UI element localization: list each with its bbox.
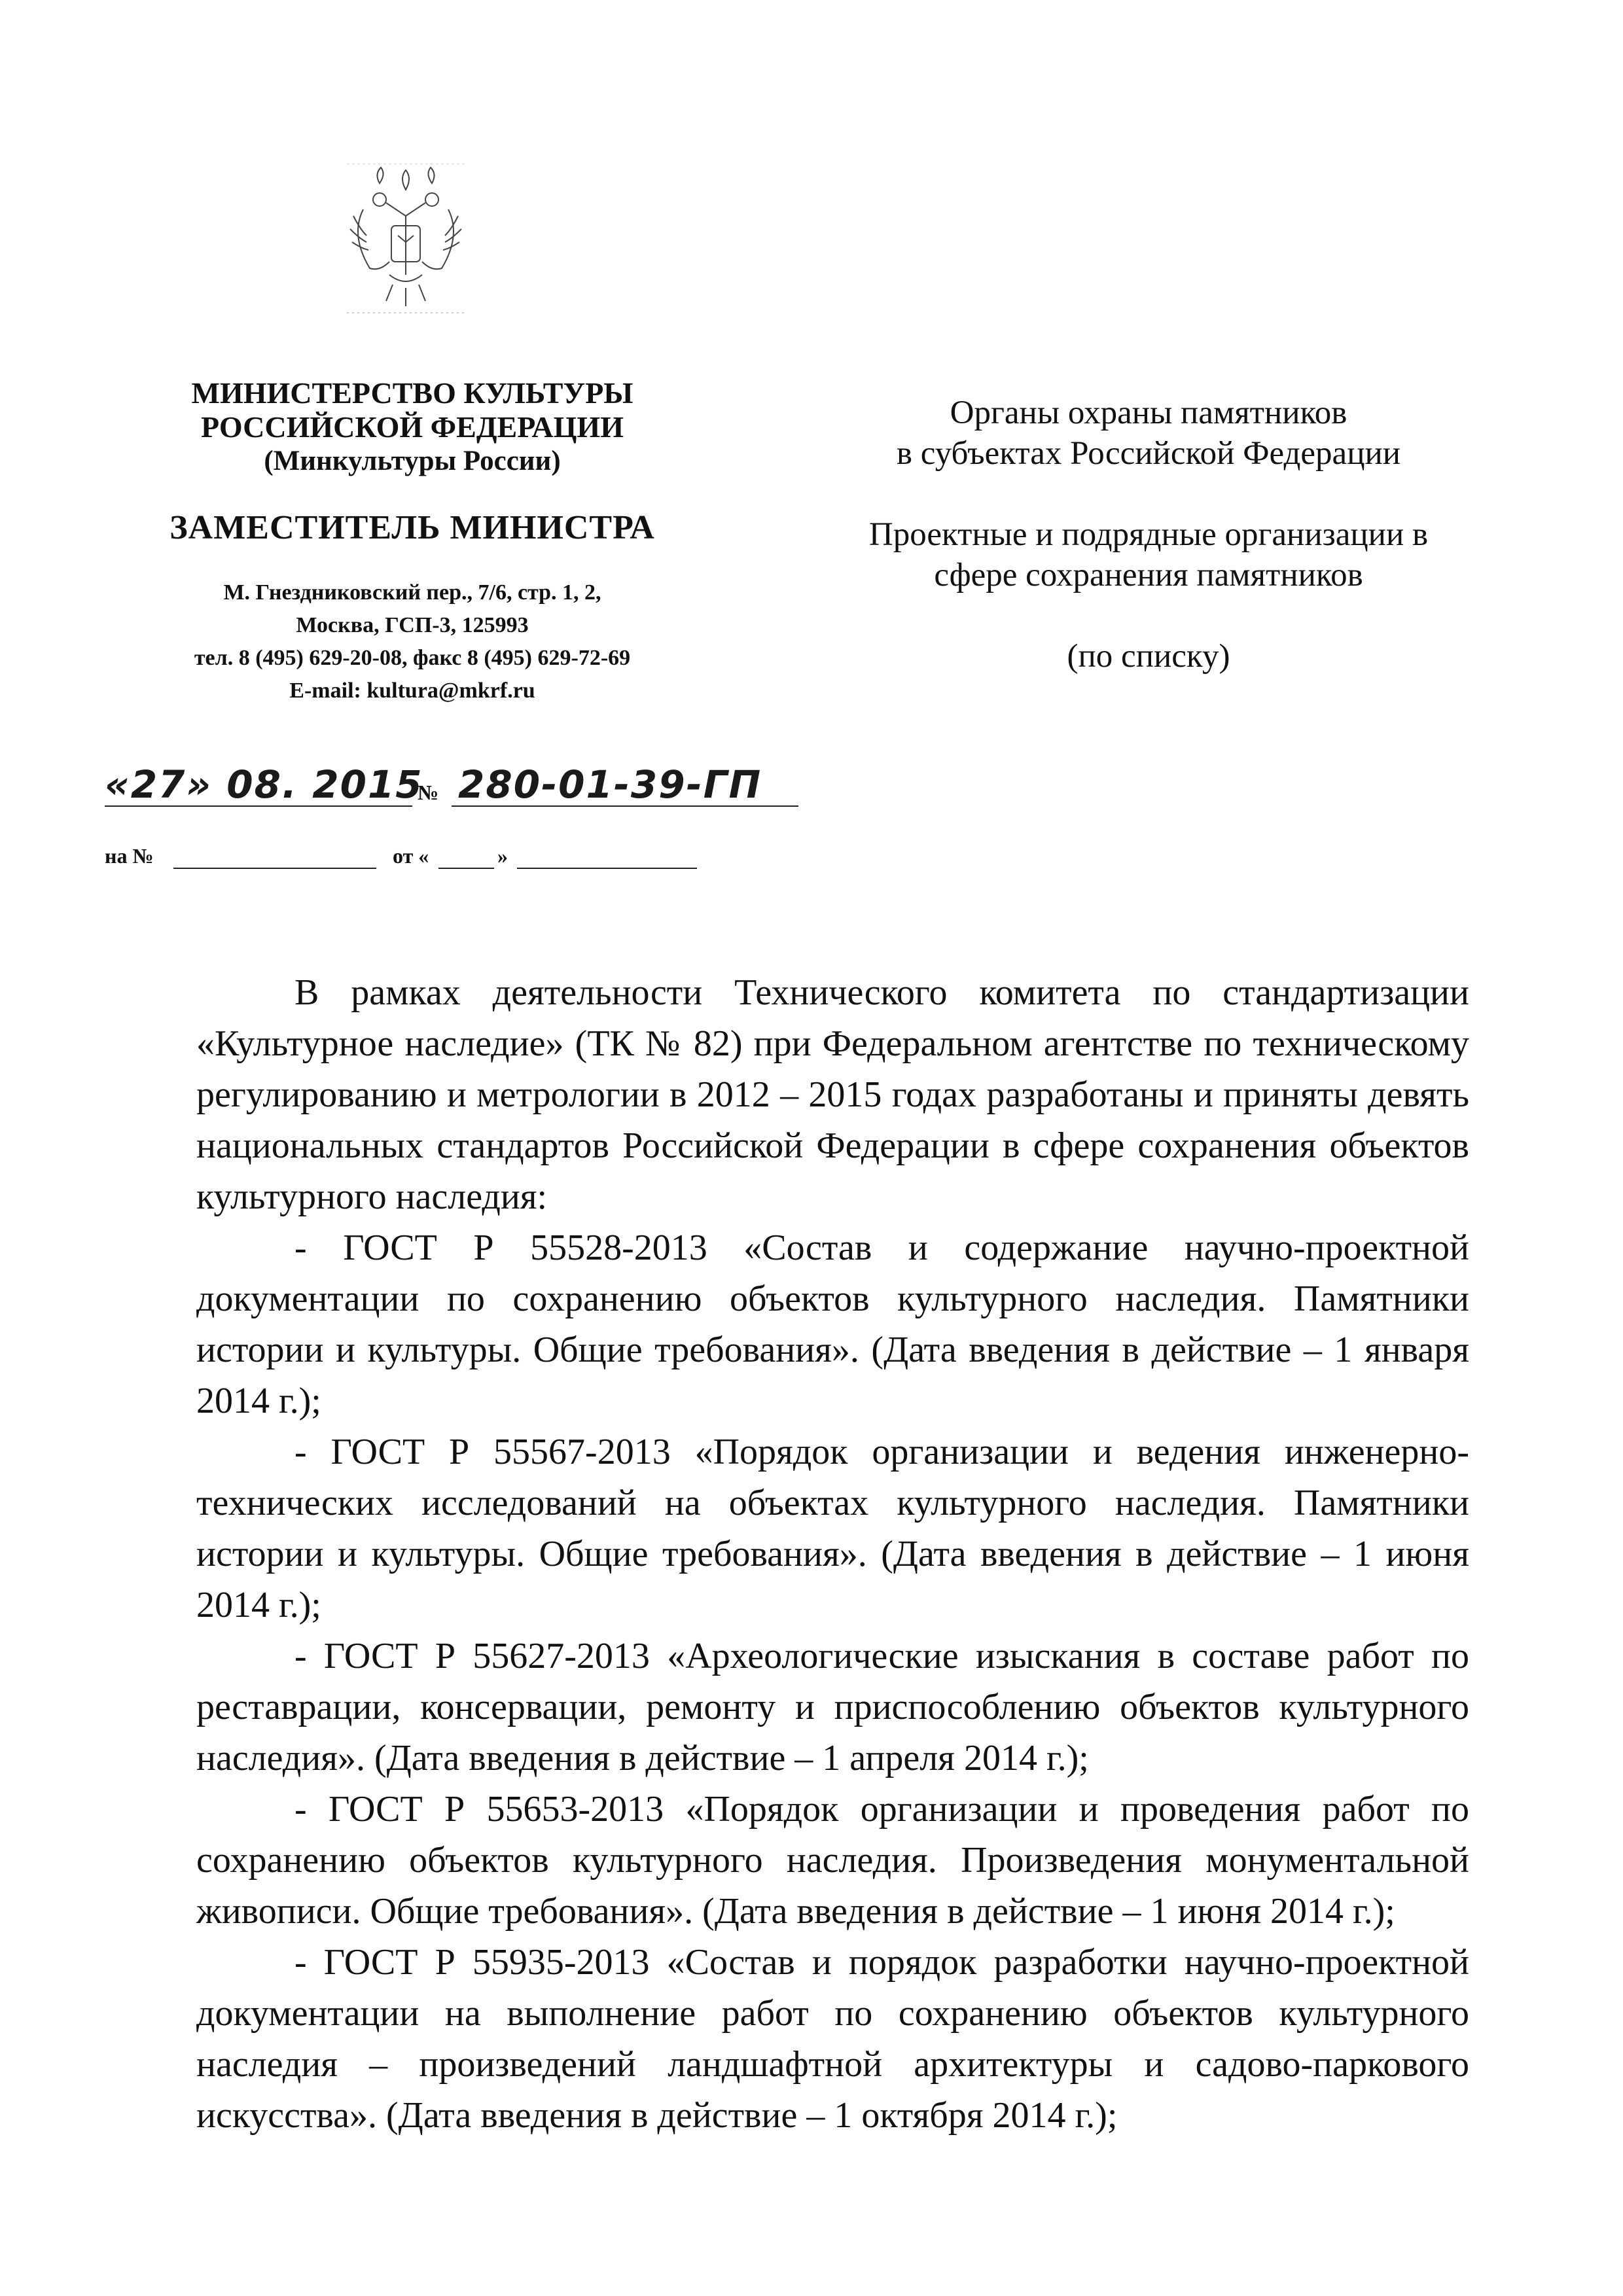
recipient-line3: Проектные и подрядные организации в xyxy=(868,516,1429,553)
recipients-block xyxy=(772,393,1525,677)
ministry-name-line1: МИНИСТЕРСТВО КУЛЬТУРЫ xyxy=(191,376,633,410)
list-item: - ГОСТ Р 55653-2013 «Порядок организации и проведения работ по сохранению объектов культурного наследия. Произведения монументальной живописи. Общие требования». (Дата введения в действие – 1 июня 2014 г.); xyxy=(196,1789,1469,1932)
list-item: - ГОСТ Р 55567-2013 «Порядок организации и ведения инженерно-технических исследований на объектах культурного наследия. Памятники истории и культуры. Общие требования». (Дата введения в действие – 1 июня 2014 г.); xyxy=(196,1432,1469,1625)
registration-line xyxy=(105,762,851,815)
list-item: - ГОСТ Р 55627-2013 «Археологические изыскания в составе работ по реставрации, консервации, ремонту и приспособлению объектов культурного наследия». (Дата введения в действие – 1 апреля 2014 г.); xyxy=(196,1636,1469,1778)
phone-fax-line: тел. 8 (495) 629-20-08, факс 8 (495) 629-72-69 xyxy=(194,646,631,670)
recipient-line5: (по списку) xyxy=(1067,638,1230,675)
address-line2: Москва, ГСП-3, 125993 xyxy=(296,613,529,637)
coat-of-arms-icon xyxy=(340,164,471,314)
letter-body xyxy=(196,967,1469,2141)
number-sign: № xyxy=(418,781,439,804)
body-intro: В рамках деятельности Технического комитета по стандартизации «Культурное наследие» (ТК № 82) при Федеральном агентстве по техническому регулированию и метрологии в 2012 – 2015 годах разработаны и приняты девять национальных стандартов Российской Федерации в сфере сохранения объектов культурного наследия: xyxy=(196,972,1469,1217)
recipient-line2: в субъектах Российской Федерации xyxy=(896,435,1401,472)
ministry-name-line2: РОССИЙСКОЙ ФЕДЕРАЦИИ xyxy=(201,410,624,444)
signatory-position: ЗАМЕСТИТЕЛЬ МИНИСТРА xyxy=(169,509,655,546)
ref-number-label: на № xyxy=(105,844,154,868)
address-line1: М. Гнездниковский пер., 7/6, стр. 1, 2, xyxy=(223,580,601,605)
reference-line xyxy=(105,844,759,877)
list-item: - ГОСТ Р 55528-2013 «Состав и содержание научно-проектной документации по сохранению объектов культурного наследия. Памятники истории и культуры. Общие требования». (Дата введения в действие – 1 января 2014 г.); xyxy=(196,1227,1469,1421)
ref-from-label: от « xyxy=(393,844,429,868)
list-item: - ГОСТ Р 55935-2013 «Состав и порядок разработки научно-проектной документации на выполнение работ по сохранению объектов культурного наследия – произведений ландшафтной архитектуры и садово-паркового искусства». (Дата введения в действие – 1 октября 2014 г.); xyxy=(196,1942,1469,2136)
letterhead xyxy=(118,376,707,707)
handwritten-date: «27» 08. 2015 xyxy=(105,762,423,807)
recipient-line1: Органы охраны памятников xyxy=(950,395,1347,431)
recipient-line4: сфере сохранения памятников xyxy=(934,557,1363,593)
email-line: E-mail: kultura@mkrf.ru xyxy=(289,679,535,703)
ministry-address xyxy=(118,576,707,707)
ref-from-close: » xyxy=(497,844,508,868)
handwritten-number: 280-01-39-ГП xyxy=(458,762,762,807)
ministry-short-name: (Минкультуры России) xyxy=(264,446,561,476)
